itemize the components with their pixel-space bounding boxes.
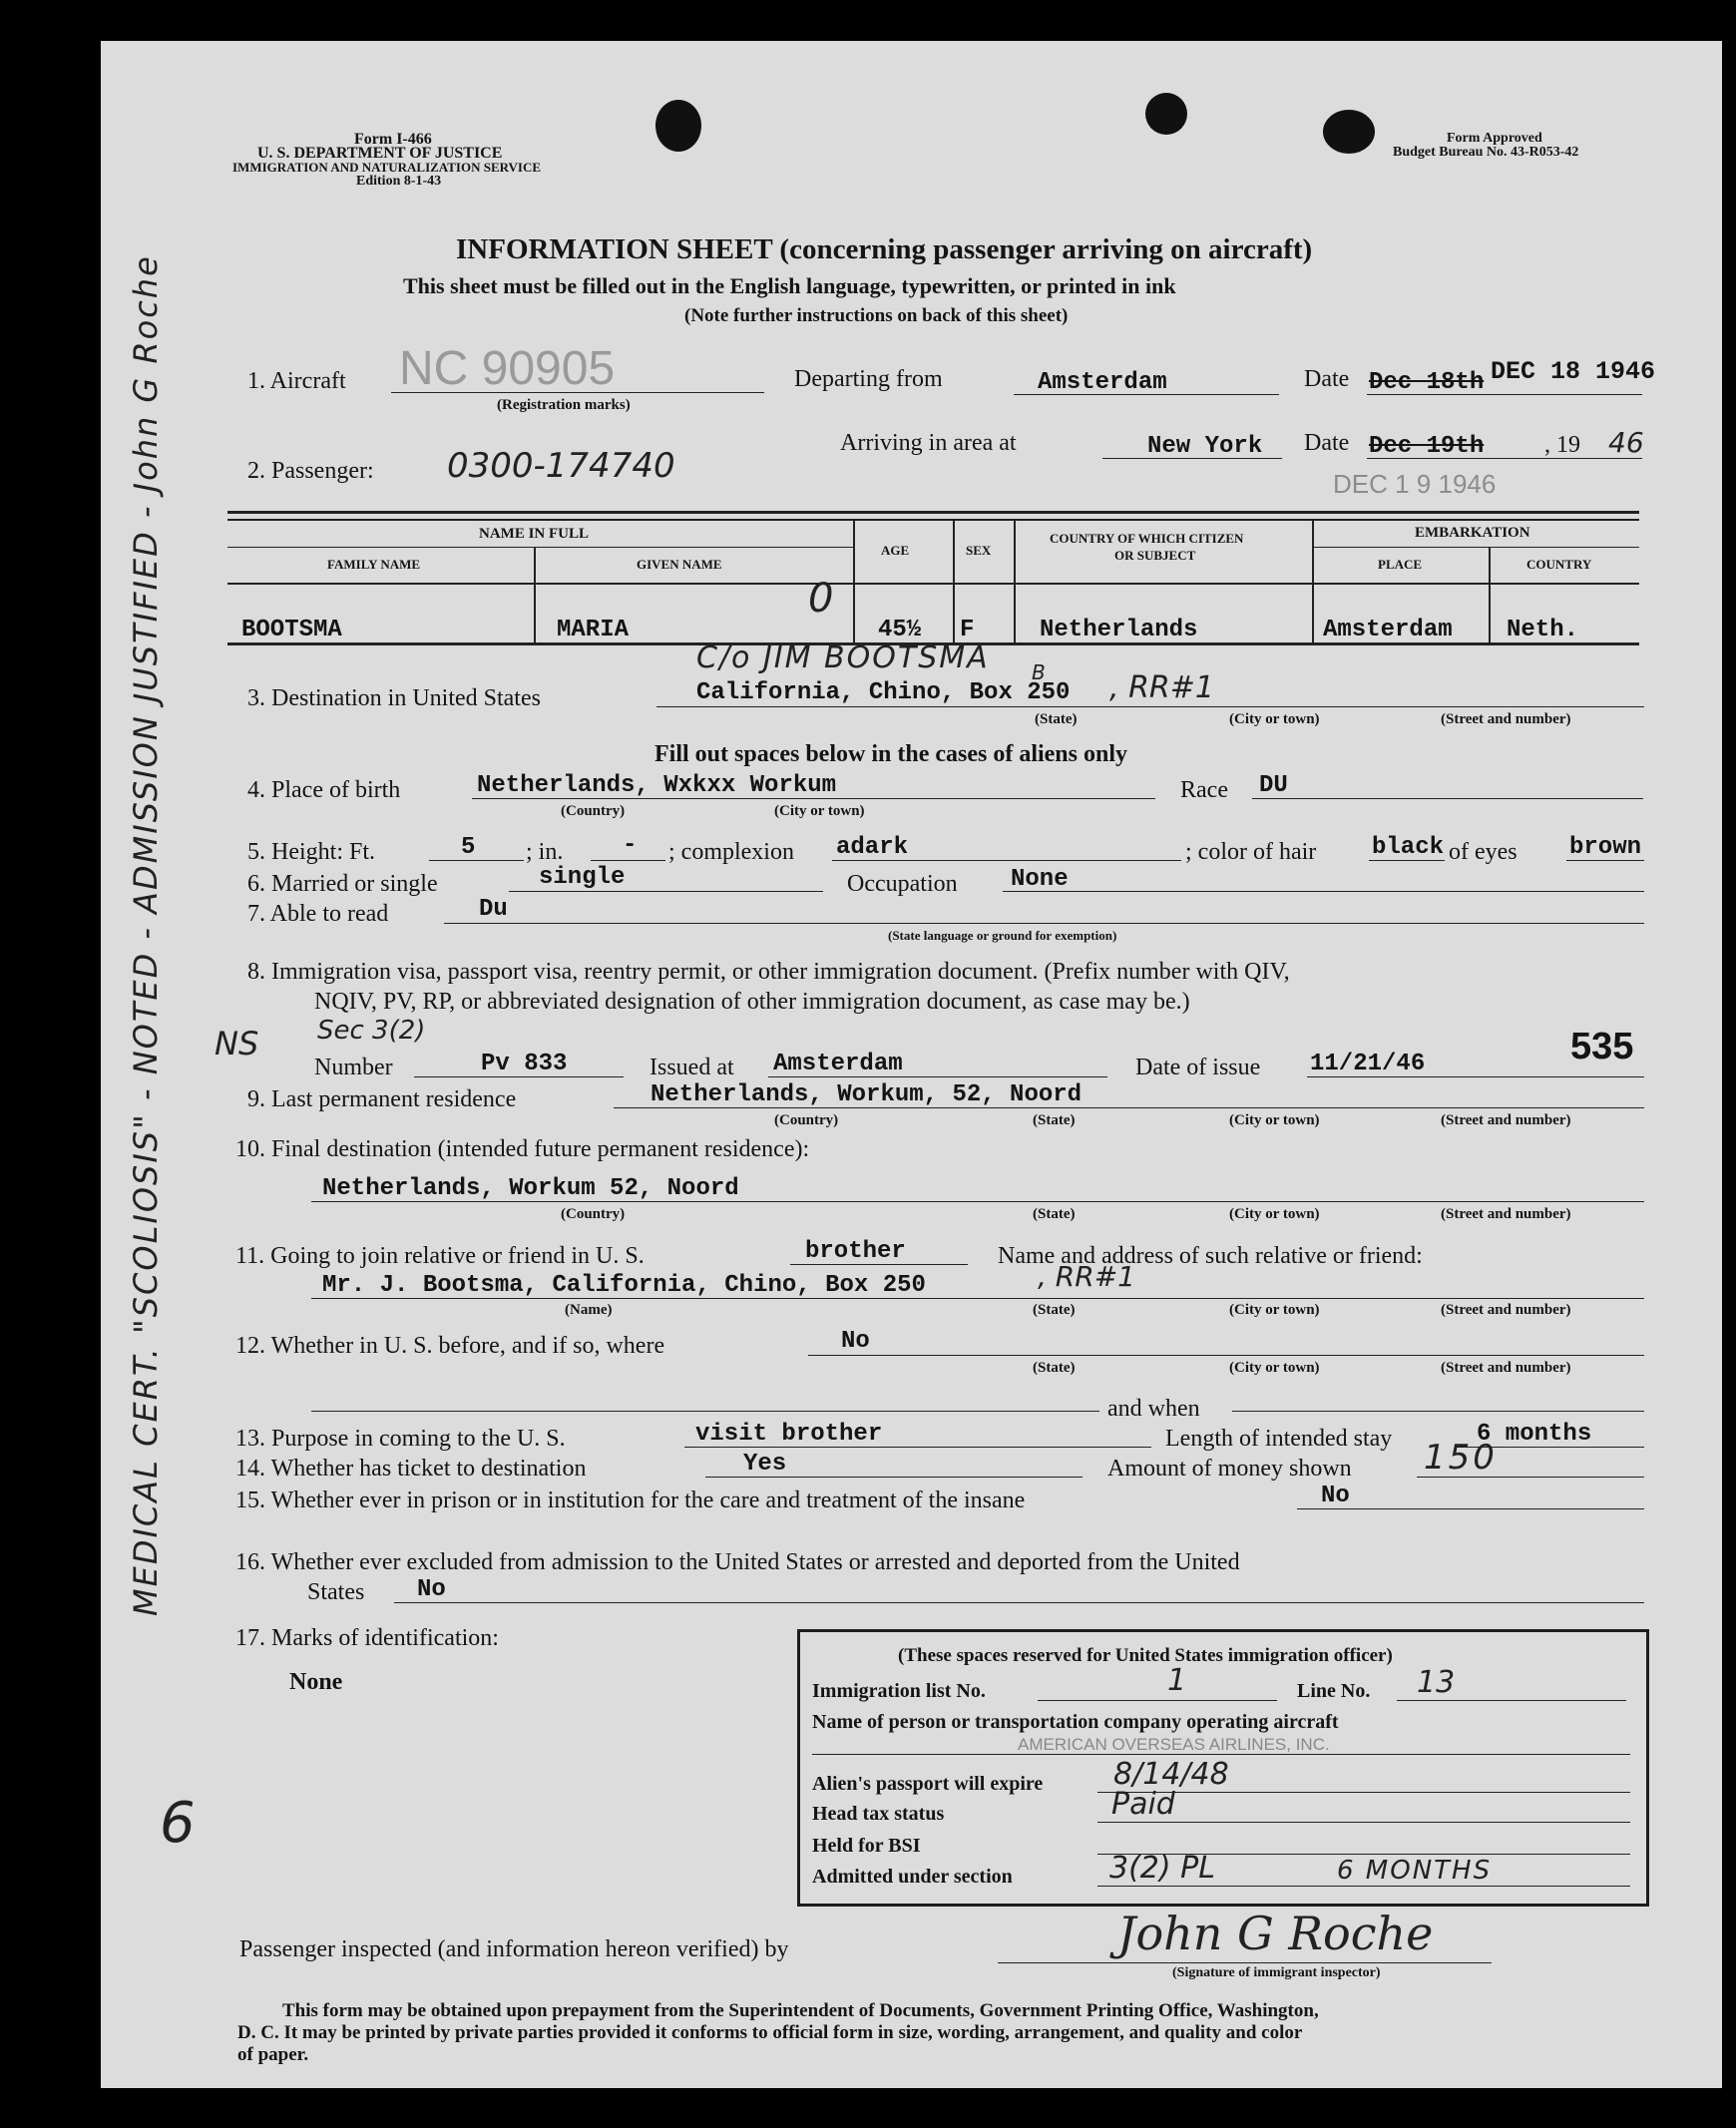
passport-expire-value: 8/14/48: [1113, 1757, 1229, 1792]
excluded-label-2: States: [307, 1579, 365, 1605]
occupation-label: Occupation: [847, 871, 958, 897]
name-in-full-header: NAME IN FULL: [479, 526, 590, 542]
final-destination-city-caption: (City or town): [1229, 1206, 1320, 1222]
form-number: Form I-466: [354, 131, 432, 148]
inches-label: ; in.: [526, 839, 564, 865]
punch-hole: [1145, 93, 1187, 135]
departure-date-stamp: DEC 18 1946: [1491, 357, 1656, 386]
last-residence-label: 9. Last permanent residence: [247, 1086, 517, 1112]
destination-value: California, Chino, Box 250: [696, 679, 1071, 706]
immigration-doc-text-1: 8. Immigration visa, passport visa, reentry permit, or other immigration document. (Prefix number with QIV,: [247, 959, 1290, 985]
relative-state-caption: (State): [1033, 1302, 1076, 1318]
last-residence-state-caption: (State): [1033, 1112, 1076, 1128]
department: U. S. DEPARTMENT OF JUSTICE: [257, 145, 503, 162]
date-of-issue-value: 11/21/46: [1310, 1051, 1426, 1077]
edition: Edition 8-1-43: [356, 174, 442, 189]
birthplace-value: Netherlands, Wxkxx Workum: [477, 772, 837, 799]
issued-at-label: Issued at: [650, 1055, 734, 1080]
form-note: (Note further instructions on back of this sheet): [684, 305, 1069, 326]
side-number: 535: [1570, 1026, 1634, 1067]
race-label: Race: [1180, 777, 1228, 803]
ticket-value: Yes: [743, 1451, 787, 1478]
destination-label: 3. Destination in United States: [247, 685, 541, 711]
admitted-section-value: 3(2) PL: [1109, 1851, 1215, 1886]
destination-care-of: C/o JIM BOOTSMA: [696, 640, 990, 675]
margin-note-ns: NS: [215, 1025, 259, 1063]
aircraft-label: 1. Aircraft: [247, 368, 346, 394]
aircraft-value: NC 90905: [399, 342, 616, 395]
final-destination-value: Netherlands, Workum 52, Noord: [322, 1175, 739, 1202]
immigration-doc-text-2: NQIV, PV, RP, or abbreviated designation of other immigration document, as case may be.): [314, 989, 1190, 1015]
final-destination-country-caption: (Country): [561, 1206, 626, 1222]
identification-label: 17. Marks of identification:: [235, 1625, 499, 1651]
held-bsi-label: Held for BSI: [812, 1835, 921, 1857]
identification-value: None: [289, 1669, 343, 1695]
form-approved: Form Approved: [1447, 131, 1542, 146]
relation-value: brother: [805, 1238, 906, 1265]
punch-hole: [655, 100, 701, 152]
last-residence-value: Netherlands, Workum, 52, Noord: [651, 1081, 1083, 1108]
service: IMMIGRATION AND NATURALIZATION SERVICE: [232, 160, 542, 175]
birthplace-city-caption: (City or town): [774, 803, 865, 819]
destination-street-caption: (Street and number): [1441, 711, 1571, 727]
head-tax-label: Head tax status: [812, 1803, 945, 1825]
arriving-label: Arriving in area at: [840, 430, 1017, 456]
previous-us-label: 12. Whether in U. S. before, and if so, where: [235, 1333, 665, 1359]
destination-rr: , RR#1: [1109, 670, 1214, 705]
destination-city-caption: (City or town): [1229, 711, 1320, 727]
arrival-date-label: Date: [1304, 430, 1350, 456]
eyes-value: brown: [1569, 834, 1642, 861]
registration-caption: (Registration marks): [497, 397, 631, 413]
complexion-label: ; complexion: [668, 839, 794, 865]
line-no-value: 13: [1417, 1665, 1456, 1700]
embark-country-value: Neth.: [1507, 617, 1579, 643]
excluded-label-1: 16. Whether ever excluded from admission to the United States or arrested and deported from the United: [235, 1549, 1240, 1575]
punch-hole: [1323, 110, 1375, 154]
visa-number-value: Pv 833: [481, 1051, 568, 1077]
destination-state-caption: (State): [1035, 711, 1078, 727]
read-value: Du: [479, 896, 508, 923]
sex-value: F: [960, 617, 975, 643]
birthplace-country-caption: (Country): [561, 803, 626, 819]
hair-value: black: [1372, 834, 1445, 861]
height-label: 5. Height: Ft.: [247, 839, 376, 865]
destination-b-mark: B: [1032, 660, 1046, 684]
arrival-date-year: 46: [1608, 426, 1644, 459]
footer-line-2: D. C. It may be printed by private parties provided it conforms to official form in size, wording, arrangement, and quality and color: [237, 2022, 1303, 2043]
issued-at-value: Amsterdam: [773, 1051, 903, 1077]
previous-us-value: No: [841, 1328, 870, 1355]
ticket-label: 14. Whether has ticket to destination: [235, 1456, 587, 1482]
purpose-value: visit brother: [695, 1421, 883, 1448]
family-name-value: BOOTSMA: [241, 617, 342, 643]
final-destination-street-caption: (Street and number): [1441, 1206, 1571, 1222]
embark-place-value: Amsterdam: [1323, 617, 1453, 643]
last-residence-country-caption: (Country): [774, 1112, 839, 1128]
form-title: INFORMATION SHEET (concerning passenger arriving on aircraft): [456, 233, 1313, 265]
arrival-date-struck: Dec 19th: [1369, 433, 1485, 460]
embark-country-header: COUNTRY: [1526, 557, 1592, 572]
budget-bureau: Budget Bureau No. 43-R053-42: [1393, 145, 1579, 160]
purpose-label: 13. Purpose in coming to the U. S.: [235, 1426, 566, 1452]
passport-expire-label: Alien's passport will expire: [812, 1773, 1044, 1795]
immigration-list-value: 1: [1167, 1663, 1187, 1698]
head-tax-value: Paid: [1111, 1787, 1175, 1822]
company-label: Name of person or transportation company operating aircraft: [812, 1711, 1339, 1733]
footer-line-1: This form may be obtained upon prepayment from the Superintendent of Documents, Government Printing Office, Washington,: [282, 2000, 1319, 2021]
embark-place-header: PLACE: [1378, 557, 1423, 572]
departure-date-label: Date: [1304, 366, 1350, 392]
passenger-number: 0300-174740: [447, 446, 675, 486]
departing-value: Amsterdam: [1038, 369, 1167, 396]
prison-label: 15. Whether ever in prison or in institution for the care and treatment of the insane: [235, 1488, 1026, 1513]
inspected-by-label: Passenger inspected (and information hereon verified) by: [239, 1936, 789, 1962]
relative-name-caption: (Name): [565, 1302, 613, 1318]
admitted-section-note: 6 MONTHS: [1337, 1856, 1493, 1886]
money-label: Amount of money shown: [1107, 1456, 1352, 1482]
occupation-value: None: [1011, 866, 1069, 893]
read-caption: (State language or ground for exemption): [888, 928, 1117, 943]
visa-number-label: Number: [314, 1055, 393, 1080]
line-no-label: Line No.: [1297, 1680, 1371, 1702]
race-value: DU: [1259, 772, 1288, 799]
family-name-header: FAMILY NAME: [327, 557, 421, 572]
relative-street-caption: (Street and number): [1441, 1302, 1571, 1318]
relative-address-value: Mr. J. Bootsma, California, Chino, Box 250: [322, 1272, 926, 1299]
company-value: AMERICAN OVERSEAS AIRLINES, INC.: [1018, 1735, 1330, 1754]
read-label: 7. Able to read: [247, 901, 389, 927]
final-destination-state-caption: (State): [1033, 1206, 1076, 1222]
prison-value: No: [1321, 1483, 1350, 1509]
stay-value: 6 months: [1477, 1421, 1592, 1448]
previous-us-street-caption: (Street and number): [1441, 1360, 1571, 1376]
relative-city-caption: (City or town): [1229, 1302, 1320, 1318]
passenger-label: 2. Passenger:: [247, 458, 374, 484]
form-subtitle: This sheet must be filled out in the English language, typewritten, or printed in ink: [403, 273, 1176, 298]
excluded-value: No: [417, 1576, 446, 1603]
previous-us-state-caption: (State): [1033, 1360, 1076, 1376]
height-inches: -: [623, 832, 638, 859]
age-value: 45½: [878, 617, 922, 643]
citizenship-value: Netherlands: [1040, 617, 1198, 643]
join-relative-label: 11. Going to join relative or friend in U. S.: [235, 1243, 645, 1269]
sex-header: SEX: [966, 543, 992, 558]
stay-label: Length of intended stay: [1165, 1426, 1393, 1452]
relative-name-address-label: Name and address of such relative or friend:: [998, 1243, 1423, 1269]
and-when-label: and when: [1107, 1396, 1200, 1422]
inspector-signature: John G Roche: [1117, 1907, 1434, 1960]
officer-box-heading: (These spaces reserved for United States immigration officer): [898, 1645, 1393, 1666]
relative-rr: , RR#1: [1038, 1260, 1135, 1293]
age-header: AGE: [881, 543, 910, 558]
last-residence-street-caption: (Street and number): [1441, 1112, 1571, 1128]
arrival-date-suffix: , 19: [1544, 432, 1580, 458]
immigration-list-label: Immigration list No.: [812, 1680, 986, 1702]
given-name-mark: 0: [808, 576, 834, 622]
date-of-issue-label: Date of issue: [1135, 1055, 1261, 1080]
visa-section-handwritten: Sec 3(2): [317, 1016, 426, 1046]
last-residence-city-caption: (City or town): [1229, 1112, 1320, 1128]
admitted-section-label: Admitted under section: [812, 1866, 1013, 1888]
citizenship-header-line2: OR SUBJECT: [1114, 548, 1196, 563]
previous-us-city-caption: (City or town): [1229, 1360, 1320, 1376]
departure-date-struck: Dec 18th: [1369, 369, 1485, 396]
signature-caption: (Signature of immigrant inspector): [1172, 1965, 1381, 1980]
birthplace-label: 4. Place of birth: [247, 777, 401, 803]
aliens-heading: Fill out spaces below in the cases of aliens only: [654, 741, 1128, 767]
departing-label: Departing from: [794, 366, 943, 392]
final-destination-label: 10. Final destination (intended future permanent residence):: [235, 1136, 810, 1162]
margin-page-mark: 6: [160, 1791, 196, 1856]
complexion-value: adark: [836, 834, 909, 861]
eyes-label: of eyes: [1449, 839, 1518, 865]
footer-line-3: of paper.: [237, 2044, 309, 2065]
marital-label: 6. Married or single: [247, 871, 438, 897]
marital-value: single: [539, 864, 626, 891]
citizenship-header-line1: COUNTRY OF WHICH CITIZEN: [1050, 531, 1244, 546]
arriving-value: New York: [1147, 433, 1263, 460]
margin-medical-note: MEDICAL CERT. "SCOLIOSIS" - NOTED - ADMISSION JUSTIFIED - John G Roche: [127, 254, 165, 1616]
hair-label: ; color of hair: [1185, 839, 1317, 865]
arrival-date-stamp: DEC 1 9 1946: [1333, 469, 1497, 499]
height-feet: 5: [461, 834, 476, 861]
money-value: 150: [1424, 1438, 1498, 1478]
given-name-value: MARIA: [557, 617, 630, 643]
given-name-header: GIVEN NAME: [637, 557, 722, 572]
embarkation-header: EMBARKATION: [1415, 525, 1530, 541]
